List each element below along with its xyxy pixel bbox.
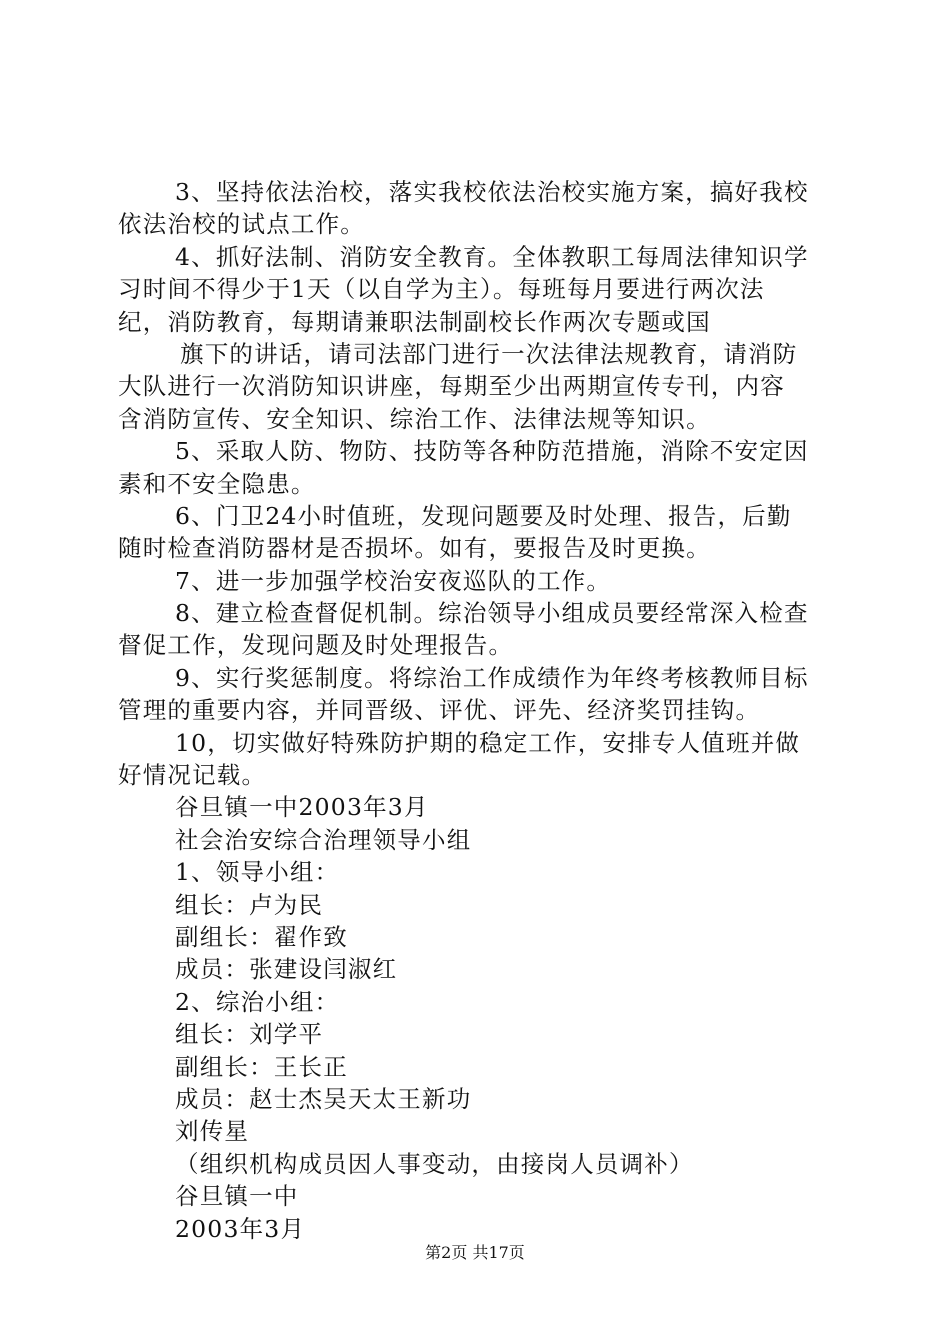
text-line: 副组长：王长正 (175, 1052, 348, 1081)
text-line: 依法治校的试点工作。 (118, 210, 365, 239)
page-footer (0, 1243, 950, 1263)
text-line: 5、采取人防、物防、技防等各种防范措施，消除不安定因 (175, 437, 809, 466)
text-line: 素和不安全隐患。 (118, 469, 316, 498)
text-line: 2、综治小组： (175, 987, 340, 1016)
text-line: 副组长：翟作致 (175, 922, 348, 951)
text-line: 4、抓好法制、消防安全教育。全体教职工每周法律知识学 (175, 242, 809, 271)
text-line: 纪，消防教育，每期请兼职法制副校长作两次专题或国 (118, 307, 711, 336)
text-line: 组长：卢为民 (175, 890, 324, 919)
text-line: 社会治安综合治理领导小组 (175, 825, 472, 854)
text-line: 组长：刘学平 (175, 1020, 324, 1049)
text-line: （组织机构成员因人事变动，由接岗人员调补） (175, 1149, 694, 1178)
text-line: 谷旦镇一中 (175, 1182, 299, 1211)
text-line: 1、领导小组： (175, 858, 340, 887)
page-number-label: 第2页 共17页 (425, 1243, 525, 1262)
document-body (118, 176, 838, 1245)
text-line: 10，切实做好特殊防护期的稳定工作，安排专人值班并做 (175, 728, 801, 757)
text-line: 7、进一步加强学校治安夜巡队的工作。 (175, 566, 612, 595)
text-line: 成员：赵士杰吴天太王新功 (175, 1084, 472, 1113)
text-line: 大队进行一次消防知识讲座，每期至少出两期宣传专刊，内容 (118, 372, 785, 401)
text-line: 旗下的讲话，请司法部门进行一次法律法规教育，请消防 (180, 339, 798, 368)
text-line: 3、坚持依法治校，落实我校依法治校实施方案，搞好我校 (175, 178, 809, 206)
text-line: 2003年3月 (175, 1214, 306, 1243)
text-line: 督促工作，发现问题及时处理报告。 (118, 631, 514, 660)
text-line: 习时间不得少于1天（以自学为主）。每班每月要进行两次法 (118, 275, 765, 304)
text-line: 6、门卫24小时值班，发现问题要及时处理、报告，后勤 (175, 501, 792, 530)
text-line: 9、实行奖惩制度。将综治工作成绩作为年终考核教师目标 (175, 663, 809, 692)
text-line: 管理的重要内容，并同晋级、评优、评先、经济奖罚挂钩。 (118, 696, 761, 725)
text-line: 刘传星 (175, 1117, 250, 1146)
text-line: 好情况记载。 (118, 761, 267, 790)
text-line: 成员：张建设闫淑红 (175, 955, 398, 984)
text-line: 随时检查消防器材是否损坏。如有，要报告及时更换。 (118, 534, 711, 563)
text-line: 含消防宣传、安全知识、综治工作、法律法规等知识。 (118, 404, 711, 433)
text-line: 谷旦镇一中2003年3月 (175, 793, 429, 822)
text-line: 8、建立检查督促机制。综治领导小组成员要经常深入检查 (175, 599, 809, 628)
